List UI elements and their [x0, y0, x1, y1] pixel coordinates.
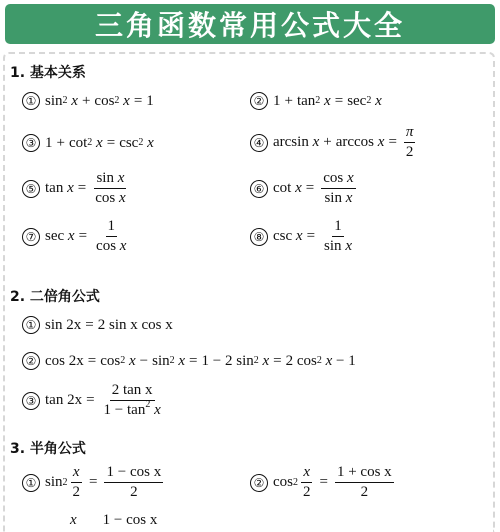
formula-1-3: ③ 1 + cot 2 x = csc 2 x	[22, 134, 154, 152]
numerator	[321, 170, 355, 189]
var-text: 2x	[67, 392, 83, 408]
operator: =	[86, 392, 95, 408]
fraction	[93, 170, 127, 207]
var-text: x	[375, 92, 382, 109]
fn-text: cos	[323, 170, 344, 186]
fn-text: csc	[119, 134, 139, 151]
fn-text: tan	[45, 180, 64, 196]
fraction	[404, 124, 416, 161]
numerator: 1 − cos x	[104, 464, 163, 483]
numerator: x	[301, 464, 312, 483]
num-text: 1	[45, 134, 53, 151]
operator: +	[81, 92, 91, 109]
fn-text: sin	[152, 352, 170, 369]
fn-text: cos	[95, 190, 116, 206]
numerator: 2 tan x	[110, 382, 155, 401]
formula-2-1	[22, 316, 173, 334]
formula-2-2: ② cos 2x = cos 2 x − sin 2 x = 1 − 2 sin 2 x = 2 cos 2 x − 1	[22, 352, 356, 370]
operator: =	[319, 474, 328, 490]
denominator: 2	[303, 484, 311, 500]
index-mark: ②	[250, 92, 268, 110]
denominator	[93, 189, 127, 207]
var-text: x	[295, 228, 303, 244]
numerator: 1 + cos x	[335, 464, 394, 483]
fn-text: tan	[45, 392, 64, 408]
var-text: x	[71, 92, 78, 109]
denominator: 2	[360, 484, 369, 500]
fn-text: sin	[45, 316, 63, 333]
operator: =	[305, 180, 315, 196]
operator: +	[284, 92, 293, 109]
operator: =	[273, 352, 282, 369]
operator: =	[106, 134, 116, 151]
fn-text: sin	[324, 190, 342, 206]
var-text: x	[312, 134, 320, 150]
formula-1-2: ② 1 + tan 2 x = sec 2 x	[250, 92, 382, 110]
expr-text: 2 sin x cos x	[97, 316, 173, 333]
numerator: π	[404, 124, 416, 143]
numerator	[94, 170, 126, 189]
fn-text: cos	[100, 352, 121, 369]
index-mark: ③	[22, 134, 40, 152]
page-title: 三角函数常用公式大全	[94, 9, 405, 42]
denominator: 2	[72, 484, 81, 500]
index-mark: ⑥	[250, 180, 268, 198]
fn-text: csc	[273, 228, 293, 244]
expr-text: − 1	[336, 352, 356, 369]
denominator: 2	[405, 144, 414, 160]
fn-text: cos	[273, 474, 293, 490]
operator: =	[334, 92, 344, 109]
var-text: 2x	[68, 352, 84, 369]
fraction	[335, 464, 394, 501]
fn-text: sec	[347, 92, 367, 109]
operator: +	[56, 134, 65, 151]
fn-text: sin	[45, 92, 63, 109]
formula-1-1: ① sin 2 x + cos 2 x = 1	[22, 92, 154, 110]
var-text: x	[70, 512, 77, 528]
index-mark: ①	[22, 474, 40, 492]
var-text: x	[377, 134, 385, 150]
denominator	[322, 237, 354, 255]
operator: =	[388, 134, 397, 150]
var-text: x	[325, 352, 333, 369]
var-text: x	[67, 228, 75, 244]
var-text: x	[123, 92, 130, 109]
exponent: 2	[145, 399, 151, 410]
formula-1-5	[22, 170, 131, 207]
index-mark: ④	[250, 134, 268, 152]
fn-text: cot	[273, 180, 292, 196]
fn-text: cot	[68, 134, 88, 151]
var-text: x	[346, 170, 354, 186]
var-text: x	[128, 352, 136, 369]
section-heading-half-angle: 3. 半角公式	[10, 441, 86, 457]
expr-text: 1 − cos x	[102, 512, 158, 528]
fn-text: arccos	[335, 134, 375, 150]
title-banner	[5, 4, 495, 44]
index-mark: ⑤	[22, 180, 40, 198]
operator: =	[306, 228, 316, 244]
denominator	[94, 237, 128, 255]
formula-1-8	[250, 218, 357, 255]
var-text: x	[154, 402, 161, 418]
numerator: 1	[106, 218, 118, 237]
denominator	[102, 401, 163, 419]
operator: =	[87, 352, 97, 369]
operator: =	[133, 92, 143, 109]
expr-text: 2 cos	[285, 352, 317, 369]
expr-text: 1 − tan	[103, 402, 146, 418]
index-mark: ②	[250, 474, 268, 492]
operator: −	[139, 352, 149, 369]
expr-text: 1 − 2 sin	[201, 352, 254, 369]
fn-text: sin	[324, 238, 342, 254]
operator: =	[89, 474, 98, 490]
operator: =	[85, 316, 94, 333]
var-text: x	[324, 92, 331, 109]
var-text: x	[262, 352, 270, 369]
formula-1-6	[250, 170, 359, 207]
fraction	[322, 218, 354, 255]
fn-text: sec	[45, 228, 65, 244]
fn-text: tan	[296, 92, 316, 109]
fraction	[71, 464, 83, 501]
var-text: x	[119, 238, 127, 254]
index-mark: ①	[22, 316, 40, 334]
formula-3-1: ① sin 2 $\frac{x}{2}$ = $\frac{\text{1 − cos x}}{2}$	[22, 464, 166, 501]
fn-text: cos	[96, 238, 117, 254]
index-mark: ①	[22, 92, 40, 110]
operator: +	[323, 134, 332, 150]
var-text: x	[147, 134, 154, 151]
operator: =	[77, 180, 87, 196]
var-text: x	[117, 170, 125, 186]
var-text: x	[345, 238, 352, 254]
numerator: x	[71, 464, 82, 483]
numerator: 1	[332, 218, 344, 237]
fraction	[94, 218, 128, 255]
fraction	[104, 464, 163, 501]
denominator: 2	[130, 484, 138, 500]
fn-text: arcsin	[273, 134, 309, 150]
var-text: x	[345, 190, 353, 206]
fn-text: cos	[45, 352, 65, 369]
var-text: 2x	[66, 316, 82, 333]
fraction	[102, 382, 163, 419]
var-text: x	[96, 134, 103, 151]
formula-3-2: ② cos 2 $\frac{x}{2}$ = $\frac{\text{1 + cos x}}{2}$	[250, 464, 397, 501]
formula-2-3	[22, 382, 166, 419]
index-mark: ③	[22, 392, 40, 410]
fraction	[301, 464, 313, 501]
operator: =	[78, 228, 88, 244]
formula-3-3-partial	[70, 512, 157, 529]
num-text: 1	[146, 92, 154, 109]
section-heading-basic: 1. 基本关系	[10, 65, 86, 81]
formula-1-7	[22, 218, 131, 255]
index-mark: ⑦	[22, 228, 40, 246]
var-text: x	[67, 180, 74, 196]
var-text: x	[178, 352, 186, 369]
denominator	[322, 189, 354, 207]
formula-1-4	[250, 124, 418, 161]
fn-text: cos	[94, 92, 115, 109]
section-heading-double-angle: 2. 二倍角公式	[10, 289, 100, 305]
var-text: x	[118, 190, 126, 206]
var-text: x	[295, 180, 302, 196]
fn-text: sin	[45, 474, 63, 490]
index-mark: ②	[22, 352, 40, 370]
operator: =	[189, 352, 198, 369]
index-mark: ⑧	[250, 228, 268, 246]
fn-text: sin	[96, 170, 114, 186]
num-text: 1	[273, 92, 281, 109]
fraction	[321, 170, 355, 207]
